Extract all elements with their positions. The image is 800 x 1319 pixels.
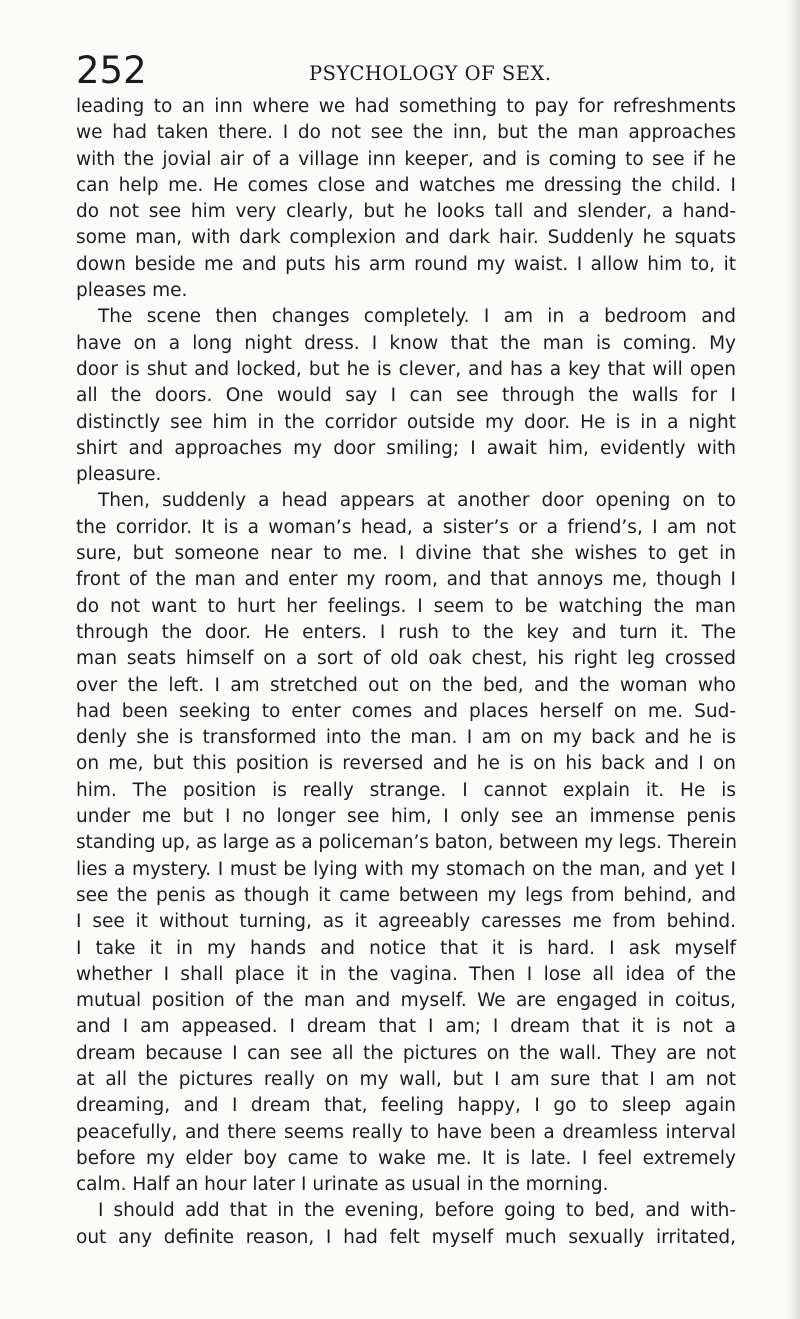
text-line: calm. Half an hour later I urinate as usual in the morning.: [76, 1174, 609, 1196]
page-edge-shadow: [786, 0, 800, 1319]
text-line: him. The position is really strange. I cannot explain it. He is: [76, 779, 736, 801]
text-line: down beside me and puts his arm round my waist. I allow him to, it: [76, 253, 736, 275]
text-line: have on a long night dress. I know that the man is coming. My: [76, 332, 736, 354]
text-line: some man, with dark complexion and dark hair. Suddenly he squats: [76, 227, 736, 249]
text-line: dream because I can see all the pictures on the wall. They are not: [76, 1042, 736, 1064]
text-line: we had taken there. I do not see the inn, but the man approaches: [76, 122, 736, 144]
text-line: pleasure.: [76, 464, 162, 486]
paragraph-first-line: I should add that in the evening, before going to bed, and with-: [98, 1200, 736, 1222]
paragraph-first-line: The scene then changes completely. I am in a bedroom and: [98, 306, 736, 328]
text-line: denly she is transformed into the man. I am on my back and he is: [76, 727, 736, 749]
text-line: whether I shall place it in the vagina. Then I lose all idea of the: [76, 963, 736, 985]
text-line: all the doors. One would say I can see through the walls for I: [76, 385, 736, 407]
body-text: [76, 94, 736, 1251]
text-line: sure, but someone near to me. I divine that she wishes to get in: [76, 543, 736, 565]
page-number: 252: [76, 49, 147, 92]
text-line: peacefully, and there seems really to have been a dreamless interval: [76, 1121, 736, 1143]
text-line: through the door. He enters. I rush to the key and turn it. The: [76, 621, 736, 643]
text-line: I take it in my hands and notice that it is hard. I ask myself: [76, 937, 736, 959]
text-line: at all the pictures really on my wall, but I am sure that I am not: [76, 1068, 736, 1090]
text-line: front of the man and enter my room, and that annoys me, though I: [76, 569, 736, 591]
text-line: on me, but this position is reversed and he is on his back and I on: [76, 753, 736, 775]
text-line: see the penis as though it came between my legs from behind, and: [76, 884, 736, 906]
text-line: under me but I no longer see him, I only see an immense penis: [76, 806, 736, 828]
text-line: over the left. I am stretched out on the bed, and the woman who: [76, 674, 736, 696]
text-line: standing up, as large as a policeman’s baton, between my legs. Therein: [76, 832, 737, 854]
text-line: mutual position of the man and myself. We are engaged in coitus,: [76, 990, 736, 1012]
page-header: [76, 50, 736, 98]
text-line: man seats himself on a sort of old oak chest, his right leg crossed: [76, 648, 736, 670]
text-line: had been seeking to enter comes and places herself on me. Sud-: [76, 700, 736, 722]
text-line: the corridor. It is a woman’s head, a sister’s or a friend’s, I am not: [76, 516, 736, 538]
text-line: door is shut and locked, but he is clever, and has a key that will open: [76, 358, 736, 380]
text-line: shirt and approaches my door smiling; I await him, evidently with: [76, 437, 736, 459]
text-line: out any definite reason, I had felt myself much sexually irritated,: [76, 1226, 736, 1248]
paragraph-first-line: Then, suddenly a head appears at another door opening on to: [98, 490, 736, 512]
running-head: PSYCHOLOGY OF SEX.: [309, 62, 552, 85]
text-line: can help me. He comes close and watches me dressing the child. I: [76, 174, 736, 196]
text-line: dreaming, and I dream that, feeling happy, I go to sleep again: [76, 1095, 736, 1117]
text-line: pleases me.: [76, 280, 188, 302]
text-line: lies a mystery. I must be lying with my stomach on the man, and yet I: [76, 858, 736, 880]
text-line: and I am appeased. I dream that I am; I dream that it is not a: [76, 1016, 736, 1038]
text-line: do not want to hurt her feelings. I seem to be watching the man: [76, 595, 736, 617]
text-line: distinctly see him in the corridor outside my door. He is in a night: [76, 411, 736, 433]
text-line: I see it without turning, as it agreeably caresses me from behind.: [76, 911, 736, 933]
text-line: do not see him very clearly, but he looks tall and slender, a hand-: [76, 201, 736, 223]
text-line: before my elder boy came to wake me. It is late. I feel extremely: [76, 1147, 736, 1169]
text-line: with the jovial air of a village inn keeper, and is coming to see if he: [76, 148, 736, 170]
text-line: leading to an inn where we had something to pay for refreshments: [76, 96, 736, 117]
